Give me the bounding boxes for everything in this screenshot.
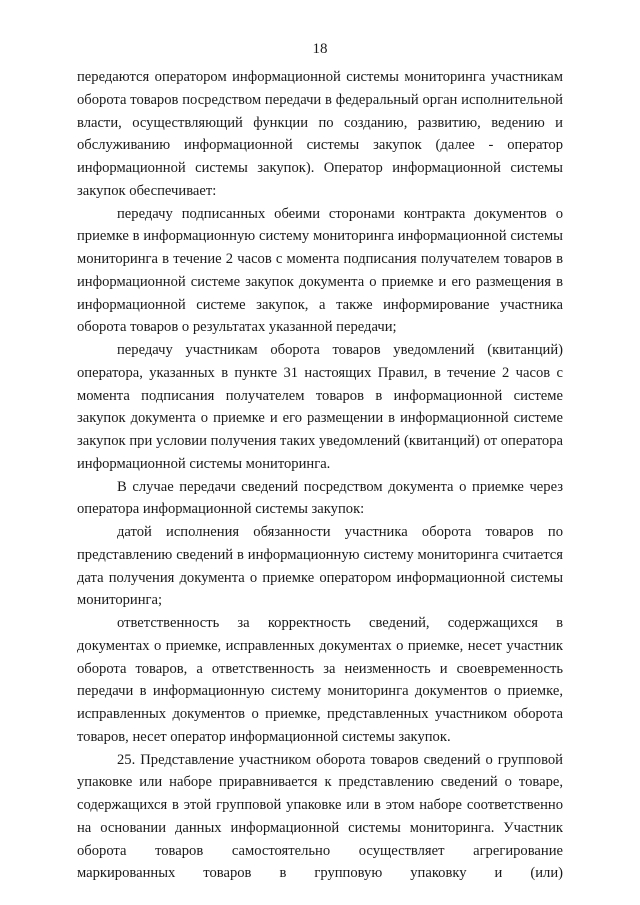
paragraph-operator-transfer: передаются оператором информационной системы мониторинга участникам оборота товаров посредством передачи в федеральный орган исполнительной власти, осуществляющий функции по созданию, развитию, ведению и обслуживанию информационной системы закупок (далее - оператор информационной системы закупок). Оператор информационной системы закупок обеспечивает: [77,69,563,199]
document-body [77,66,563,885]
paragraph-transfer-signed-docs: передачу подписанных обеими сторонами контракта документов о приемке в информационную систему мониторинга информационной системы мониторинга в течение 2 часов с момента подписания получателем товаров в информационной системе закупок документа о приемке и его размещения в информационной системе закупок, а также информирование участника оборота товаров о результатах указанной передачи; [77,205,563,336]
paragraph-item-25: 25. Представление участником оборота товаров сведений о групповой упаковке или наборе приравнивается к представлению сведений о товаре, содержащихся в этой групповой упаковке или в этом наборе соответственно на основании данных информационной системы мониторинга. Участник оборота товаров самостоятельно осуществляет агрегирование маркированных товаров в групповую упаковку и (или) [77,751,563,882]
paragraph-case-transfer: В случае передачи сведений посредством документа о приемке через оператора информационной системы закупок: [77,478,563,518]
paragraph-date-of-fulfillment: датой исполнения обязанности участника оборота товаров по представлению сведений в информационную систему мониторинга считается дата получения документа о приемке оператором информационной системы мониторинга; [77,524,563,609]
paragraph-transfer-notifications: передачу участникам оборота товаров уведомлений (квитанций) оператора, указанных в пункте 31 настоящих Правил, в течение 2 часов с момента подписания получателем товаров в информационной системе закупок документа о приемке и его размещении в информационной системе закупок при условии получения таких уведомлений (квитанций) от оператора информационной системы мониторинга. [77,342,563,472]
page-number: 18 [312,41,328,57]
paragraph-responsibility: ответственность за корректность сведений, содержащихся в документах о приемке, исправленных документах о приемке, несет участник оборота товаров, а ответственность за неизменность и своевременность передачи в информационную систему мониторинга документов о приемке, исправленных документов о приемке, представленных участником оборота товаров, несет оператор информационной системы закупок. [77,615,563,745]
